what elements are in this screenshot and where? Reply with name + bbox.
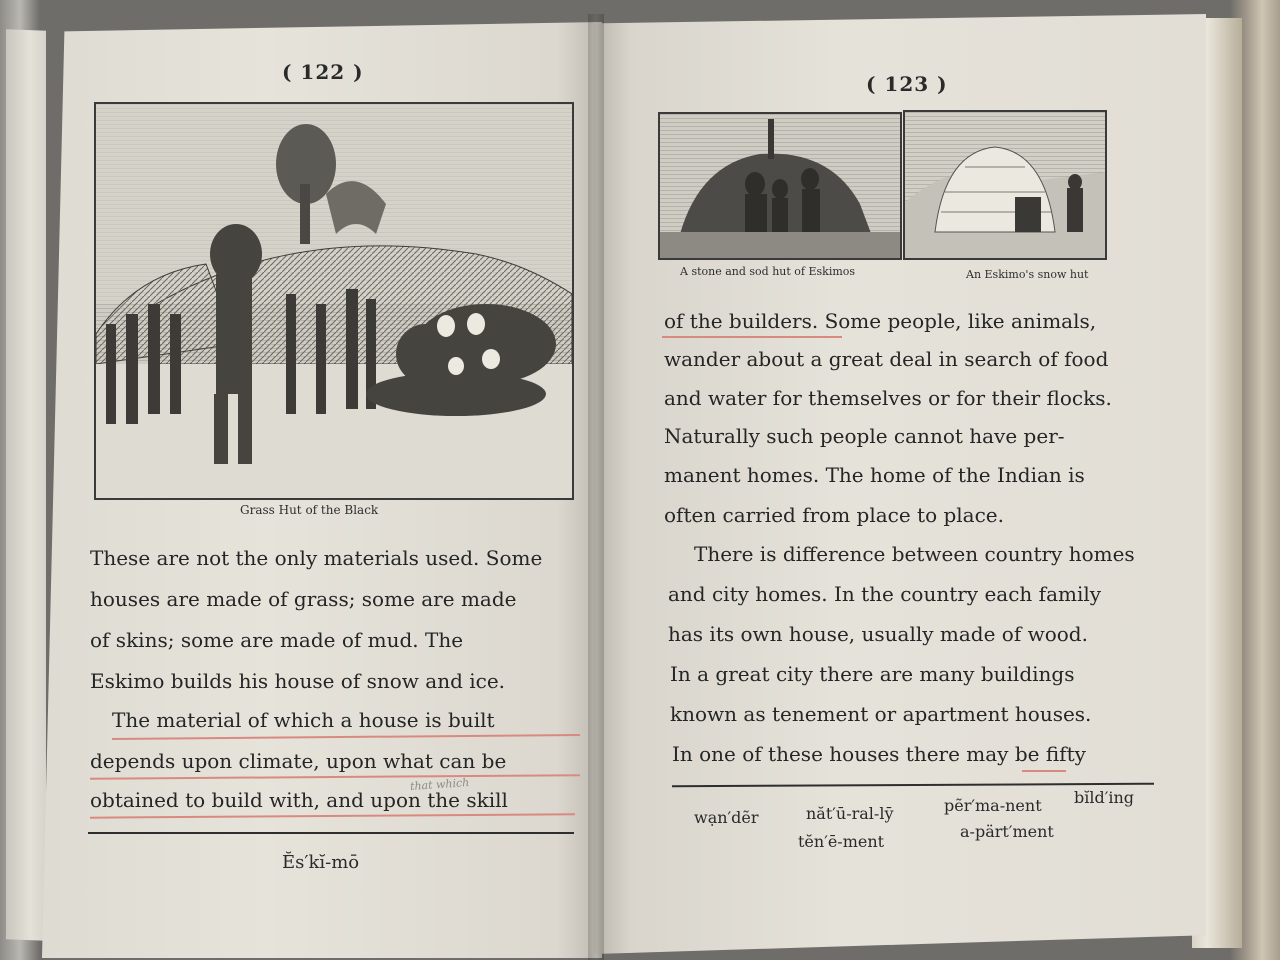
page-number-left: ( 122 ) [282, 60, 364, 84]
pronunciation-building: bĭld′ing [1074, 788, 1135, 807]
figure-stone-sod-hut [658, 112, 902, 260]
snow-hut-illustration [905, 112, 1105, 258]
text-line: There is difference between country homes [694, 542, 1135, 566]
text-line: houses are made of grass; some are made [90, 587, 517, 611]
footnote-rule-left [88, 832, 574, 834]
grass-hut-illustration [96, 104, 572, 498]
figure-caption-left: Grass Hut of the Black [240, 503, 379, 517]
text-line: and city homes. In the country each family [668, 582, 1102, 606]
pencil-underline [662, 336, 842, 338]
text-line: of the builders. Some people, like animals, [664, 309, 1097, 333]
text-line: often carried from place to place. [664, 503, 1004, 527]
handwritten-note: that which [409, 775, 470, 794]
pronunciation-tenement: tĕn′ē-ment [798, 832, 885, 851]
figure-caption-stone-hut: A stone and sod hut of Eskimos [680, 265, 856, 278]
figure-snow-hut [903, 110, 1107, 260]
text-line: depends upon climate, upon what can be [90, 749, 507, 773]
page-edges-left [6, 29, 46, 940]
text-line: of skins; some are made of mud. The [90, 628, 464, 652]
text-line: obtained to build with, and upon the skill [90, 788, 508, 812]
stone-sod-hut-illustration [660, 114, 900, 258]
figure-grass-hut [94, 102, 574, 500]
text-line: wander about a great deal in search of food [664, 347, 1109, 371]
text-line: known as tenement or apartment houses. [670, 702, 1092, 726]
pronunciation-eskimo: Ĕs′kĭ-mō [282, 852, 360, 873]
text-line: and water for themselves or for their flocks. [664, 386, 1112, 410]
text-line: Eskimo builds his house of snow and ice. [90, 669, 506, 693]
figure-caption-snow-hut: An Eskimo's snow hut [966, 268, 1089, 281]
text-line: In a great city there are many buildings [670, 662, 1075, 686]
book-gutter [588, 14, 604, 960]
text-line: These are not the only materials used. Some [90, 546, 543, 570]
pronunciation-permanent: pẽr′ma-nent [944, 796, 1042, 815]
pronunciation-wander: wạn′dẽr [694, 808, 759, 827]
text-line: In one of these houses there may be fifty [672, 742, 1086, 766]
pronunciation-apartment: a-pärt′ment [960, 822, 1054, 841]
page-number-right: ( 123 ) [866, 72, 948, 96]
text-line: has its own house, usually made of wood. [668, 622, 1088, 646]
pronunciation-naturally: năt′ū-ral-lȳ [806, 804, 894, 823]
text-line: manent homes. The home of the Indian is [664, 463, 1085, 487]
pencil-underline [1022, 770, 1066, 772]
text-line: The material of which a house is built [112, 708, 495, 732]
text-line: Naturally such people cannot have per- [664, 424, 1065, 448]
